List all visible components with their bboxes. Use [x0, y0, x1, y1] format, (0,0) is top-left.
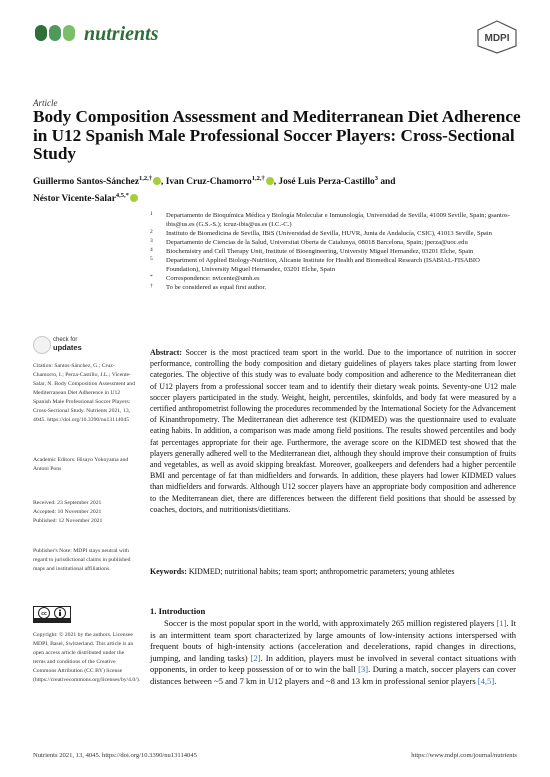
footer-url[interactable]: https://www.mdpi.com/journal/nutrients: [411, 752, 517, 759]
author-name[interactable]: José Luis Perza-Castillo: [278, 177, 375, 188]
svg-text:cc: cc: [41, 611, 47, 617]
page-footer: [33, 752, 517, 759]
affiliations: [150, 211, 515, 292]
citation-link[interactable]: [1]: [496, 618, 507, 628]
citation-block: Citation: Santos-Sánchez, G.; Cruz-Chamorro, I.; Perza-Castillo, J.L.; Vicente-Salar, N. Body Composition Assessment and Mediterranean Diet Adherence in U12 Spanish Male Professional Soccer Players: Cross-Sectional Study. Nutrients 2021, 13, 4045. https://doi.org/10.3390/nu13114045: [33, 363, 135, 423]
citation-link[interactable]: [2]: [250, 652, 261, 663]
author-name[interactable]: Ivan Cruz-Chamorro: [165, 177, 252, 188]
dates-block: [33, 499, 136, 526]
check-for-updates-button[interactable]: check for updates: [33, 336, 83, 358]
affiliation-item: 3 Departamento de Ciencias de la Salud, Universitat Oberta de Catalunya, 08018 Barcelona, Spain; jperza@uoc.edu: [150, 238, 468, 246]
author-name[interactable]: Guillermo Santos-Sánchez: [33, 177, 139, 188]
affiliation-item: 5 Department of Applied Biology-Nutrition, Alicante Institute for Health and Biomedical Research (ISABIAL-FISABIO Foundation), University Miguel Hernandez, 03201 Elche, Spain: [150, 256, 480, 273]
keywords: [150, 566, 516, 577]
article-type: Article: [33, 98, 58, 108]
affiliation-item: 1 Departamento de Bioquímica Médica y Biología Molecular e Inmunología, Universidad de Sevilla, 41009 Seville, Spain; gsantos-ibis@us.es (G.S.-S.); icruz-ibis@us.es (I.C.-C.): [150, 211, 510, 228]
author-name[interactable]: Néstor Vicente-Salar: [33, 194, 116, 205]
affiliation-item: 2 Instituto de Biomedicina de Sevilla, IBiS (Universidad de Sevilla, HUVR, Junta de Andalucía, CSIC), 41013 Seville, Spain: [150, 229, 492, 237]
author-affil: 4,5,*: [115, 192, 129, 200]
orcid-icon[interactable]: [153, 177, 161, 185]
author-separator: ,: [161, 177, 166, 188]
cc-license-icon[interactable]: [33, 606, 71, 623]
date-accepted: Accepted: 10 November 2021: [33, 509, 102, 515]
check-updates-icon: [33, 336, 51, 354]
abstract: [150, 347, 516, 515]
publisher-note: Publisher's Note: MDPI stays neutral with regard to jurisdictional claims in published maps and institutional affiliations.: [33, 548, 131, 572]
orcid-icon[interactable]: [130, 194, 138, 202]
copyright-block: Copyright: © 2021 by the authors. Licensee MDPI, Basel, Switzerland. This article is an open access article distributed under the terms and conditions of the Creative Commons Attribution (CC BY) license (https://creativecommons.org/licenses/by/4.0/).: [33, 632, 141, 683]
equal-contribution-note: † To be considered as equal first author.: [150, 283, 267, 291]
author-affil: 1,2,†: [139, 175, 152, 182]
date-received: Received: 23 September 2021: [33, 500, 102, 506]
correspondence: * Correspondence: nvicente@umh.es: [150, 274, 260, 282]
citation-link[interactable]: [4,5]: [477, 675, 495, 686]
abstract-label: Abstract:: [150, 348, 182, 357]
keywords-text: KIDMED; nutritional habits; team sport; anthropometric parameters; young athletes: [188, 567, 455, 576]
intro-paragraph: Soccer is the most popular sport in the world, with approximately 265 million registered players [1]. It is an intermittent team sport characterized by large amounts of low-intensity actions interspersed with frequent bouts of high-intensity actions (acceleration and decelerations, rapid changes in directions, jumping, and landing tasks) [2]. In addition, players must be involved in several contact situations with opponents, in order to keep possession of or to win the ball [3]. During a match, soccer players can cover distances between ~5 and 7 km in U12 players and ~8 and 13 km in professional senior players [4,5].: [150, 618, 517, 686]
author-affil: 3: [374, 175, 378, 182]
abstract-text: Soccer is the most practiced team sport in the world. Due to the importance of nutrition in soccer performance, controlling the body composition and dietary guidelines of players takes place starting from lower categories. The objective of this study was to evaluate body composition and adherence to the Mediterranean diet of U12 players from a professional soccer team and to identify their dietary weak points. Seventy-one U12 male soccer players participated in the study. Weight, height, percentiles, skinfolds, and body fat were measured by a certified anthropometrist following the procedures recommended by the International Society for the Advancement of Kinanthropometry. The Mediterranean diet adherence test (KIDMED) was the questionnaire used to evaluate eating habits. In addition, a comparison was made among field positions. The results showed percentiles and body fat percentages appropriate for their age. Furthermore, the average score on the KIDMED test showed that the players generally adhered well to the Mediterranean diet, although they should improve their consumption of fruits and vegetables, as well as avoid skipping breakfast. Moreover, goalkeepers and defenders had a higher percentile BMI and percentage of fat than midfielders and forwards. In addition, these players had lower KIDMED values than midfielders and forwards. Although U12 soccer players have an appropriate body composition and adherence to the Mediterranean diet, there are differences between the different field positions that should be assessed by coaches, doctors, and nutritionists/dietitians.: [150, 348, 516, 514]
affiliation-item: 4 Biochemistry and Cell Therapy Unit, Institute of Bioengineering, University Miguel Hernandez, 03201 Elche, Spain: [150, 247, 474, 255]
mdpi-logo-icon: [476, 20, 518, 54]
citation-link[interactable]: [3]: [358, 664, 369, 674]
author-list: [33, 172, 523, 206]
svg-text:MDPI: MDPI: [484, 33, 510, 44]
author-affil: 1,2,†: [251, 175, 265, 182]
orcid-icon[interactable]: [266, 177, 274, 185]
footer-doi[interactable]: Nutrients 2021, 13, 4045. https://doi.org/10.3390/nu13114045: [33, 752, 197, 759]
article-title: Body Composition Assessment and Mediterranean Diet Adherence in U12 Spanish Male Professional Soccer Players: Cross-Sectional Study: [33, 107, 521, 163]
journal-name: nutrients: [84, 23, 159, 45]
date-published: Published: 12 November 2021: [33, 518, 103, 524]
academic-editors: Academic Editors: Hisayo Yokoyama and Antoni Pons: [33, 457, 129, 472]
keywords-label: Keywords:: [150, 567, 187, 576]
section-heading: 1. Introduction: [150, 606, 206, 616]
author-separator: ,: [273, 177, 279, 188]
author-and: and: [378, 177, 396, 188]
journal-logo-icon: [34, 22, 78, 44]
